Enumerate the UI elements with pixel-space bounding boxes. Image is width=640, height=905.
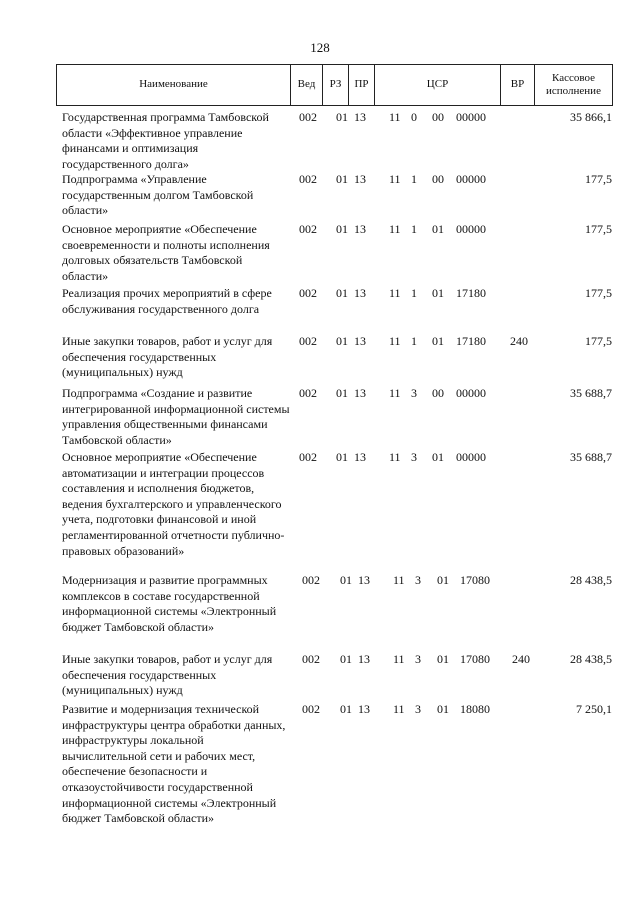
- row-name: Подпрограмма «Управление государственным долгом Тамбовской области»: [62, 172, 254, 218]
- row-csr-subprogram: 1: [411, 334, 417, 348]
- row-csr-program: 11: [389, 286, 401, 300]
- row-csr-program: 11: [389, 110, 401, 124]
- row-csr-event: 01: [437, 652, 449, 666]
- row-csr-subprogram: 1: [411, 286, 417, 300]
- row-pr: 13: [354, 172, 366, 186]
- row-csr-subprogram: 3: [415, 573, 421, 587]
- row-csr-subprogram: 3: [415, 652, 421, 666]
- row-csr-program: 11: [393, 652, 405, 666]
- row-pr: 13: [354, 222, 366, 236]
- row-ved: 002: [299, 110, 317, 124]
- row-rz: 01: [336, 450, 348, 464]
- row-csr-subprogram: 3: [415, 702, 421, 716]
- row-csr-event: 01: [432, 450, 444, 464]
- row-name: Основное мероприятие «Обеспечение своевременности и полноты исполнения долговых обязательств Тамбовской области»: [62, 222, 270, 283]
- row-rz: 01: [340, 702, 352, 716]
- row-name: Государственная программа Тамбовской области «Эффективное управление финансами и оптимизация государственного долга»: [62, 110, 269, 171]
- row-ved: 002: [299, 334, 317, 348]
- row-name: Основное мероприятие «Обеспечение автоматизации и интеграции процессов составления и исполнения бюджетов, ведения бухгалтерского и управленческого учета, подготовки финансовой и иной регламентированной отчетности публично-правовых образований»: [62, 450, 285, 558]
- row-csr-event: 01: [437, 702, 449, 716]
- row-pr: 13: [354, 450, 366, 464]
- row-ved: 002: [299, 286, 317, 300]
- row-csr-event: 01: [432, 334, 444, 348]
- row-rz: 01: [336, 286, 348, 300]
- row-ved: 002: [302, 702, 320, 716]
- row-ved: 002: [299, 222, 317, 236]
- row-csr-program: 11: [393, 573, 405, 587]
- row-name: Развитие и модернизация технической инфраструктуры центра обработки данных, инфраструктуры локальной вычислительной сети и рабочих мест, обеспечение безопасности и отказоустойчивости государственной информационной системы «Электронный бюджет Тамбовской области»: [62, 702, 286, 826]
- row-rz: 01: [336, 386, 348, 400]
- row-csr-direction: 00000: [456, 172, 486, 186]
- row-csr-subprogram: 1: [411, 222, 417, 236]
- row-amount: 28 438,5: [570, 652, 612, 666]
- row-amount: 177,5: [585, 222, 612, 236]
- row-vr: 240: [510, 334, 528, 348]
- header-ved: Вед: [291, 65, 323, 105]
- row-csr-direction: 00000: [456, 386, 486, 400]
- header-csr: ЦСР: [375, 65, 501, 105]
- row-pr: 13: [358, 573, 370, 587]
- row-pr: 13: [354, 386, 366, 400]
- row-name: Подпрограмма «Создание и развитие интегрированной информационной системы управления общественными финансами Тамбовской области»: [62, 386, 290, 447]
- row-pr: 13: [354, 334, 366, 348]
- row-csr-direction: 17080: [460, 652, 490, 666]
- row-amount: 177,5: [585, 172, 612, 186]
- page-number: 128: [310, 40, 330, 55]
- row-csr-program: 11: [389, 450, 401, 464]
- row-amount: 35 688,7: [570, 450, 612, 464]
- header-rz: РЗ: [323, 65, 349, 105]
- row-csr-program: 11: [389, 334, 401, 348]
- row-csr-direction: 17080: [460, 573, 490, 587]
- row-rz: 01: [336, 334, 348, 348]
- row-csr-program: 11: [389, 386, 401, 400]
- row-csr-event: 00: [432, 172, 444, 186]
- row-csr-direction: 17180: [456, 286, 486, 300]
- row-name: Реализация прочих мероприятий в сфере обслуживания государственного долга: [62, 286, 272, 316]
- row-rz: 01: [336, 222, 348, 236]
- row-amount: 7 250,1: [576, 702, 612, 716]
- row-amount: 35 688,7: [570, 386, 612, 400]
- row-ved: 002: [299, 386, 317, 400]
- row-name: Модернизация и развитие программных комплексов в составе государственной информационной системы «Электронный бюджет Тамбовской области»: [62, 573, 277, 634]
- header-name: Наименование: [57, 65, 291, 105]
- row-name: Иные закупки товаров, работ и услуг для обеспечения государственных (муниципальных) нужд: [62, 334, 273, 380]
- row-csr-subprogram: 1: [411, 172, 417, 186]
- row-csr-program: 11: [393, 702, 405, 716]
- row-ved: 002: [302, 652, 320, 666]
- header-pr: ПР: [349, 65, 375, 105]
- row-pr: 13: [358, 702, 370, 716]
- row-csr-event: 00: [432, 386, 444, 400]
- row-csr-direction: 00000: [456, 450, 486, 464]
- row-rz: 01: [336, 110, 348, 124]
- row-csr-direction: 17180: [456, 334, 486, 348]
- row-csr-program: 11: [389, 172, 401, 186]
- row-csr-subprogram: 0: [411, 110, 417, 124]
- row-csr-event: 01: [432, 286, 444, 300]
- row-rz: 01: [336, 172, 348, 186]
- row-csr-subprogram: 3: [411, 386, 417, 400]
- row-ved: 002: [299, 172, 317, 186]
- row-pr: 13: [354, 286, 366, 300]
- header-amount: Кассовое исполнение: [546, 71, 601, 97]
- row-amount: 28 438,5: [570, 573, 612, 587]
- row-csr-subprogram: 3: [411, 450, 417, 464]
- row-csr-direction: 18080: [460, 702, 490, 716]
- row-csr-direction: 00000: [456, 110, 486, 124]
- row-rz: 01: [340, 573, 352, 587]
- row-ved: 002: [299, 450, 317, 464]
- row-csr-program: 11: [389, 222, 401, 236]
- row-pr: 13: [354, 110, 366, 124]
- table-header: [56, 64, 613, 106]
- row-amount: 177,5: [585, 334, 612, 348]
- header-vr: ВР: [501, 65, 535, 105]
- row-name: Иные закупки товаров, работ и услуг для обеспечения государственных (муниципальных) нужд: [62, 652, 273, 698]
- row-pr: 13: [358, 652, 370, 666]
- row-vr: 240: [512, 652, 530, 666]
- row-ved: 002: [302, 573, 320, 587]
- row-csr-event: 01: [432, 222, 444, 236]
- row-amount: 177,5: [585, 286, 612, 300]
- row-csr-event: 01: [437, 573, 449, 587]
- row-amount: 35 866,1: [570, 110, 612, 124]
- row-rz: 01: [340, 652, 352, 666]
- row-csr-direction: 00000: [456, 222, 486, 236]
- row-csr-event: 00: [432, 110, 444, 124]
